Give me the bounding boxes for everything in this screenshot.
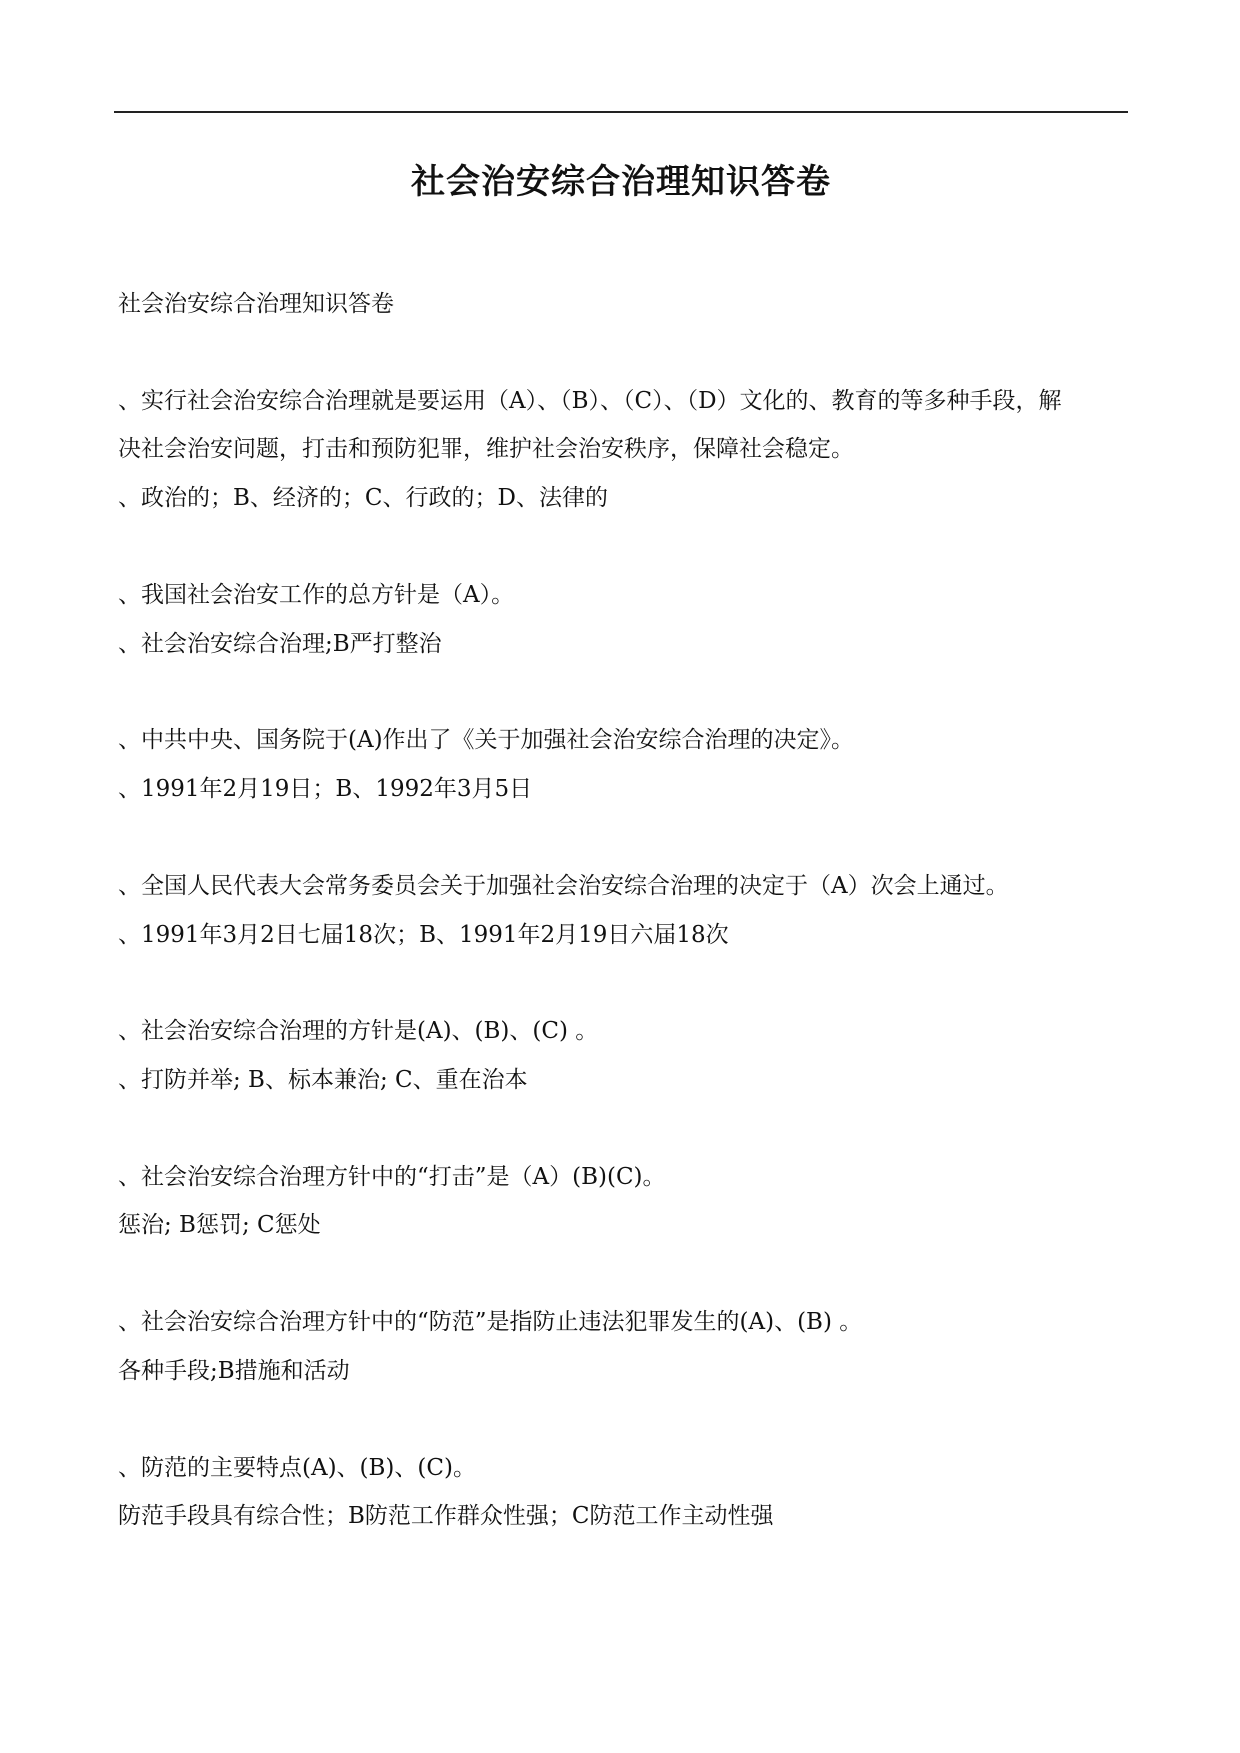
- question-6-text: 、社会治安综合治理方针中的“打击”是（A）(B)(C)。: [118, 1164, 666, 1190]
- page-title: 社会治安综合治理知识答卷: [411, 162, 831, 202]
- question-3-text: 、中共中央、国务院于(A)作出了《关于加强社会治安综合治理的决定》。: [118, 727, 855, 753]
- question-1-text-line2: 决社会治安问题，打击和预防犯罪，维护社会治安秩序，保障社会稳定。: [118, 436, 854, 462]
- question-8-options: 防范手段具有综合性；B防范工作群众性强；C防范工作主动性强: [118, 1503, 774, 1529]
- question-5-text: 、社会治安综合治理的方针是(A)、(B)、(C) 。: [118, 1018, 599, 1044]
- header-rule: [114, 111, 1128, 113]
- question-7-text: 、社会治安综合治理方针中的“防范”是指防止违法犯罪发生的(A)、(B) 。: [118, 1309, 863, 1335]
- question-8-text: 、防范的主要特点(A)、(B)、(C)。: [118, 1455, 476, 1481]
- question-5-options: 、打防并举; B、标本兼治; C、重在治本: [118, 1067, 528, 1093]
- question-4-text: 、全国人民代表大会常务委员会关于加强社会治安综合治理的决定于（A）次会上通过。: [118, 873, 1009, 899]
- question-3-options: 、1991年2月19日；B、1992年3月5日: [118, 776, 533, 802]
- document-subtitle: 社会治安综合治理知识答卷: [118, 291, 394, 317]
- question-1-options: 、政治的；B、经济的；C、行政的；D、法律的: [118, 485, 608, 511]
- question-7-options: 各种手段;B措施和活动: [118, 1358, 350, 1384]
- question-6-options: 惩治; B惩罚; C惩处: [118, 1212, 321, 1238]
- question-4-options: 、1991年3月2日七届18次；B、1991年2月19日六届18次: [118, 922, 729, 948]
- question-2-options: 、社会治安综合治理;B严打整治: [118, 631, 442, 657]
- question-1-text-line1: 、实行社会治安综合治理就是要运用（A）、（B）、（C）、（D）文化的、教育的等多种手段，解: [118, 388, 1062, 414]
- question-2-text: 、我国社会治安工作的总方针是（A）。: [118, 582, 515, 608]
